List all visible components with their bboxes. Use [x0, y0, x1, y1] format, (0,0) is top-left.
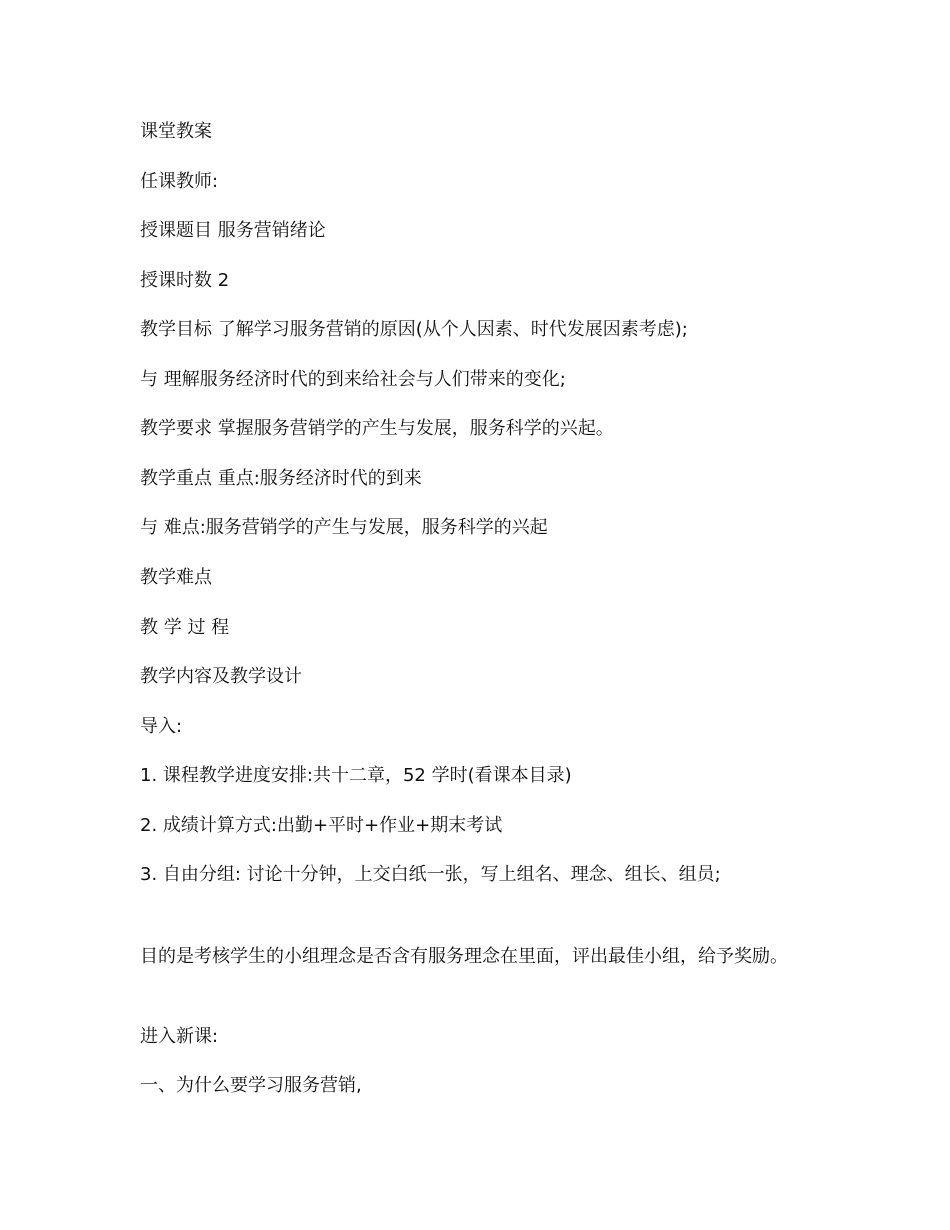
- content-heading: 教学内容及教学设计: [140, 666, 302, 687]
- teacher-line: 任课教师:: [140, 171, 219, 192]
- topic-line: 授课题目 服务营销绪论: [140, 220, 326, 241]
- requirement-line: 教学要求 掌握服务营销学的产生与发展，服务科学的兴起。: [140, 418, 614, 439]
- list-item-3: 3. 自由分组: 讨论十分钟，上交白纸一张，写上组名、理念、组长、组员;: [140, 864, 721, 885]
- process-heading: 教 学 过 程: [140, 617, 230, 638]
- new-lesson-line: 进入新课:: [140, 1026, 219, 1047]
- intro-heading: 导入:: [140, 716, 183, 737]
- list-item-2: 2. 成绩计算方式:出勤+平时+作业+期末考试: [140, 815, 503, 836]
- hours-line: 授课时数 2: [140, 270, 230, 291]
- purpose-paragraph: 目的是考核学生的小组理念是否含有服务理念在里面，评出最佳小组，给予奖励。: [140, 946, 788, 967]
- doc-title: 课堂教案: [140, 121, 212, 142]
- objective-line-2: 与 理解服务经济时代的到来给社会与人们带来的变化;: [140, 369, 566, 390]
- objective-line: 教学目标 了解学习服务营销的原因(从个人因素、时代发展因素考虑);: [140, 319, 688, 340]
- keypoint-line: 教学重点 重点:服务经济时代的到来: [140, 468, 422, 489]
- difficulty-line: 与 难点:服务营销学的产生与发展，服务科学的兴起: [140, 517, 548, 538]
- difficulty-label: 教学难点: [140, 567, 212, 588]
- list-item-1: 1. 课程教学进度安排:共十二章，52 学时(看课本目录): [140, 765, 572, 786]
- section-heading-1: 一、为什么要学习服务营销,: [140, 1075, 362, 1096]
